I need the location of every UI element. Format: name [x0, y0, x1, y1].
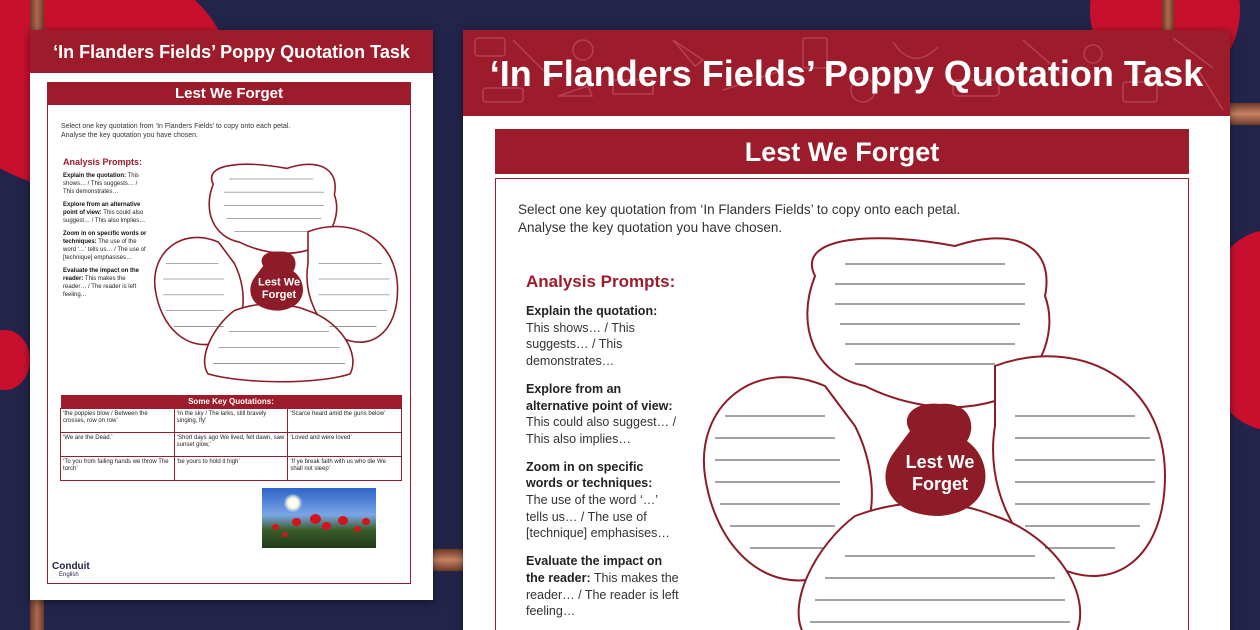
prompt-lead: Evaluate the impact on the reader:: [63, 268, 140, 282]
quotation-cell: ‘be yours to hold it high’: [174, 456, 288, 480]
poppy-field-photo: [262, 488, 376, 548]
analysis-prompts: [526, 272, 681, 630]
background-red-shape: [0, 330, 30, 390]
prompt-text: This shows… / This suggests… / This demonstrates…: [526, 320, 635, 369]
thumbnail-poppy-diagram: [150, 147, 406, 390]
thumbnail-subheading: Lest We Forget: [47, 82, 411, 105]
worksheet-thumbnail: [30, 30, 433, 600]
prompt-item: [63, 230, 148, 262]
sun-icon: [284, 494, 302, 512]
instruction-line: Select one key quotation from ‘In Flanders Fields’ to copy onto each petal.: [61, 123, 291, 130]
thumbnail-title: ‘In Flanders Fields’ Poppy Quotation Task: [30, 30, 433, 73]
background-wood-strip: [1230, 103, 1260, 125]
quotation-cell: ‘the poppies blow / Between the crosses, row on row’: [61, 408, 175, 432]
prompt-lead: Explore from an alternative point of view:: [526, 381, 673, 413]
poppy-center-label: Forget: [261, 288, 297, 301]
table-row: [61, 432, 402, 456]
prompt-lead: Evaluate the impact on the reader:: [526, 554, 663, 585]
poppy-center-label: Lest We: [905, 452, 975, 472]
poppy-center-label: Forget: [912, 474, 968, 494]
prompt-lead: Zoom in on specific words or techniques:: [63, 231, 147, 245]
prompt-item: [526, 553, 681, 620]
instruction-line: Analyse the key quotation you have chosen.: [61, 132, 198, 139]
prompt-item: [63, 172, 148, 196]
prompt-text: The use of the word ‘…’ tells us… / The use of [technique] emphasises…: [63, 239, 146, 261]
worksheet-subheading: Lest We Forget: [495, 129, 1189, 174]
logo-sub: English: [59, 572, 79, 578]
instruction-line: Select one key quotation from ‘In Flanders Fields’ to copy onto each petal.: [518, 202, 961, 217]
prompts-title: Analysis Prompts:: [63, 157, 143, 167]
prompt-item: [526, 381, 681, 448]
prompt-lead: Explain the quotation:: [526, 304, 658, 318]
prompt-text: This could also suggest… / This also implies…: [526, 415, 677, 446]
thumbnail-prompts: [63, 157, 148, 304]
quotations-title: Some Key Quotations:: [61, 395, 402, 408]
worksheet-title: ‘In Flanders Fields’ Poppy Quotation Task: [489, 53, 1204, 94]
quotation-cell: ‘In the sky / The larks, still bravely singing, fly’: [174, 408, 288, 432]
prompt-lead: Zoom in on specific words or techniques:: [526, 459, 653, 491]
prompt-text: This makes the reader… / The reader is left feeling…: [63, 276, 137, 298]
worksheet-zoom: [463, 30, 1230, 630]
conduit-logo: [52, 561, 90, 578]
prompt-item: [63, 267, 148, 299]
prompt-text: This shows… / This suggests… / This demonstrates…: [63, 173, 139, 195]
prompt-lead: Explore from an alternative point of view:: [63, 202, 141, 216]
instruction-line: Analyse the key quotation you have chosen.: [518, 220, 783, 235]
quotation-cell: ‘We are the Dead.’: [61, 432, 175, 456]
prompt-item: [526, 303, 681, 370]
quotation-cell: ‘If ye break faith with us who die We shall not sleep’: [288, 456, 402, 480]
thumbnail-instructions: [61, 122, 321, 140]
prompt-text: This makes the reader… / The reader is left feeling…: [526, 570, 679, 619]
prompts-title: Analysis Prompts:: [526, 272, 676, 291]
prompt-text: The use of the word ‘…’ tells us… / The use of [technique] emphasises…: [526, 493, 670, 541]
poppy-petal-diagram: [695, 226, 1181, 630]
quotation-cell: ‘Scarce heard amid the guns below’: [288, 408, 402, 432]
logo-main: Conduit: [52, 561, 90, 572]
quotation-cell: ‘Short days ago We lived, felt dawn, saw sunset glow,’: [174, 432, 288, 456]
quotation-cell: ‘Loved and were loved’: [288, 432, 402, 456]
table-row: [61, 456, 402, 480]
poppy-center-label: Lest We: [257, 276, 301, 289]
prompt-text: This could also suggest… / This also implies…: [63, 210, 146, 224]
quotation-cell: ‘To you from failing hands we throw The torch’: [61, 456, 175, 480]
prompt-lead: Explain the quotation:: [63, 173, 126, 179]
prompt-item: [526, 459, 681, 543]
prompt-item: [63, 201, 148, 225]
key-quotations-table: [60, 395, 402, 481]
title-banner: [463, 30, 1230, 116]
table-row: [61, 408, 402, 432]
